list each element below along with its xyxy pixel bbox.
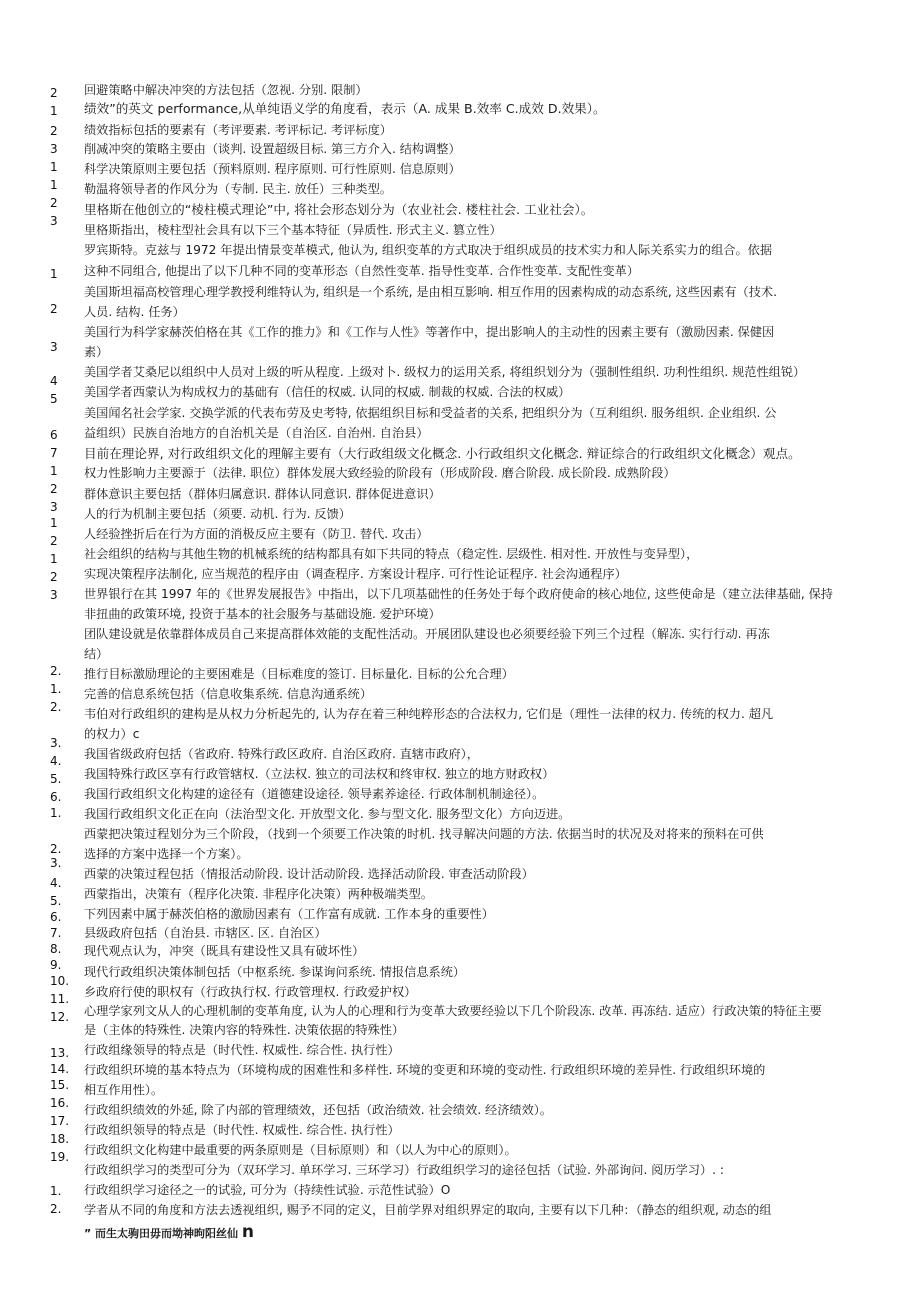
line-number: 2 bbox=[50, 482, 58, 496]
line-number: 10. bbox=[50, 974, 70, 988]
line-number: 1 bbox=[50, 552, 58, 566]
line-number: 2. bbox=[50, 842, 62, 856]
text-line: 选择的方案中选择一个方案）。 bbox=[84, 847, 249, 861]
text-line: 我国特殊行政区享有行政管辖权.（立法权. 独立的司法权和终审权. 独立的地方财政权） bbox=[84, 767, 555, 781]
line-number: 6. bbox=[50, 910, 62, 924]
text-line: 西蒙指出，决策有（程序化决策. 非程序化决策）两种极端类型。 bbox=[84, 887, 433, 901]
text-line: 里格斯在他创立的“棱柱模式理论”中, 将社会形态划分为（农业社会. 楼柱社会. 工业社会）。 bbox=[84, 202, 594, 217]
line-number: 2 bbox=[50, 124, 58, 138]
text-line: 结） bbox=[84, 647, 109, 661]
line-number: 5. bbox=[50, 772, 62, 786]
text-line: 行政组缘领导的特点是（时代性. 权威性. 综合性. 执行性） bbox=[84, 1043, 400, 1057]
line-number: 2 bbox=[50, 302, 58, 316]
text-line: 绩效”的英文 performance,从单纯语义学的角度看，表示（A. 成果 B.效率 C.成效 D.效果）。 bbox=[84, 101, 606, 116]
line-number: 17. bbox=[50, 1114, 70, 1128]
text-line: 人经验挫折后在行为方面的消极反应主要有（防卫. 替代. 攻击） bbox=[84, 527, 429, 541]
text-line: 推行目标激励理论的主要困难是（目标难度的签订. 目标量化. 目标的公允合理） bbox=[84, 667, 514, 681]
line-number: 4. bbox=[50, 876, 62, 890]
line-number: 18. bbox=[50, 1132, 70, 1146]
text-line: 我国行政组织文化构建的途径有（道德建设途径. 领导素养途径. 行政体制机制途径）。 bbox=[84, 787, 545, 801]
line-number: 5. bbox=[50, 894, 62, 908]
text-line: 乡政府行使的职权有（行政执行权. 行政管理权. 行政爱护权） bbox=[84, 985, 417, 999]
line-number: 1 bbox=[50, 267, 58, 281]
line-number: 2 bbox=[50, 196, 58, 210]
line-number: 3 bbox=[50, 340, 58, 354]
text-line: 行政组织环境的基本特点为（环境构成的困难性和多样性. 环境的变更和环境的变动性. 行政组织环境的差异性. 行政组织环境的 bbox=[84, 1063, 766, 1077]
text-line: 素） bbox=[84, 345, 109, 359]
line-number: 3 bbox=[50, 142, 58, 156]
text-line: 美国闻名社会学家. 交换学派的代表布劳及史考特, 依据组织目标和受益者的关系, 把组织分为（互利组织. 服务组织. 企业组织. 公 bbox=[84, 406, 777, 420]
footer-line bbox=[84, 1224, 254, 1242]
line-number: 1 bbox=[50, 516, 58, 530]
line-number: 3. bbox=[50, 856, 62, 870]
line-number: 3 bbox=[50, 214, 58, 228]
text-line: 削减冲突的策略主要由（谈判. 设置超级目标. 第三方介入. 结构调整） bbox=[84, 142, 461, 156]
line-number: 14. bbox=[50, 1062, 70, 1076]
text-line: 行政组织领导的特点是（时代性. 权威性. 综合性. 执行性） bbox=[84, 1123, 400, 1137]
text-line: 行政组织学习途径之一的试验, 可分为（持续性试验. 示范性试验）O bbox=[84, 1183, 451, 1197]
text-line: 人员. 结构. 任务） bbox=[84, 305, 185, 319]
line-number: 3 bbox=[50, 588, 58, 602]
line-number: 19. bbox=[50, 1150, 70, 1164]
text-line: 行政组织学习的类型可分为（双环学习. 单环学习. 三环学习）行政组织学习的途径包括（试验. 外部询问. 阅历学习）. : bbox=[84, 1163, 725, 1177]
line-number: 2 bbox=[50, 86, 58, 100]
line-number: 12. bbox=[50, 1010, 70, 1024]
text-line: 美国斯坦福高校管理心理学教授利维特认为, 组织是一个系统, 是由相互影响. 相互作用的因素构成的动态系统, 这些因素有（技术. bbox=[84, 285, 777, 299]
text-line: 美国学者西蒙认为构成权力的基础有（信任的权威. 认同的权威. 制裁的权威. 合法的权威） bbox=[84, 385, 571, 399]
text-line: 相互作用性）。 bbox=[84, 1083, 164, 1097]
text-line: 美国学者艾桑尼以组织中人员对上级的听从程度. 上级对卜. 级权力的运用关系, 将组织划分为（强制性组织. 功利性组织. 规范性组锐） bbox=[84, 365, 806, 379]
text-line: 我国行政组织文化正在向（法治型文化. 开放型文化. 参与型文化. 服务型文化）方向迈进。 bbox=[84, 807, 571, 821]
text-line: 世界银行在其 1997 年的《世界发展报告》中指出，以下几项基础性的任务处于每个政府使命的核心地位, 这些使命是（建立法律基础, 保持 bbox=[84, 587, 833, 601]
line-number: 1. bbox=[50, 806, 62, 820]
line-number: 1 bbox=[50, 464, 58, 478]
text-line: 里格斯指出，棱柱型社会具有以下三个基本特征（异质性. 形式主义. 篡立性） bbox=[84, 223, 502, 237]
text-line: 群体意识主要包括（群体归属意识. 群体认同意识. 群体促进意识） bbox=[84, 487, 441, 501]
text-line: 县级政府包括（自治县. 市辖区. 区. 自治区） bbox=[84, 926, 327, 940]
footer-tail: n bbox=[241, 1222, 255, 1242]
text-line: 罗宾斯特。克兹与 1972 年提出情景变革模式, 他认为, 组织变革的方式取决于组织成员的技术实力和人际关系实力的组合。依据 bbox=[84, 243, 773, 257]
line-number: 6 bbox=[50, 428, 58, 442]
footer-text: ” 而生太驹田毋而坳神昫阳丝仙 bbox=[84, 1227, 239, 1240]
line-number: 11. bbox=[50, 992, 70, 1006]
line-number: 4. bbox=[50, 754, 62, 768]
text-line: 是（主体的特殊性. 决策内容的特殊性. 决策依据的特殊性） bbox=[84, 1023, 405, 1037]
line-number: 7. bbox=[50, 926, 62, 940]
line-number: 2 bbox=[50, 570, 58, 584]
text-line: 实现决策程序法制化, 应当规范的程序由（调查程序. 方案设计程序. 可行性论证程序. 社会沟通程序） bbox=[84, 567, 627, 581]
text-line: 这种不同组合, 他提出了以下几种不同的变革形态（自然性变革. 指导性变革. 合作性变革. 支配性变革） bbox=[84, 264, 640, 278]
line-number: 2. bbox=[50, 664, 62, 678]
text-line: 益组织）民族自治地方的自治机关是（自治区. 自治州. 自治县） bbox=[84, 426, 429, 440]
line-number: 1. bbox=[50, 1184, 62, 1198]
text-line: 美国行为科学家赫茨伯格在其《工作的推力》和《工作与人性》等著作中，提出影响人的主动性的因素主要有（激励因素. 保健因 bbox=[84, 325, 775, 339]
text-line: 科学决策原则主要包括（预料原则. 程序原则. 可行性原则. 信息原则） bbox=[84, 162, 461, 176]
text-line: 学者从不同的角度和方法去透视组织, 赐予不同的定义，目前学界对组织界定的取向, 主要有以下几种：（静态的组织观, 动态的组 bbox=[84, 1203, 772, 1217]
text-line: 非扭曲的政策环境, 投资于基本的社会服务与基础设施. 爱护环境） bbox=[84, 607, 441, 621]
line-number: 9. bbox=[50, 958, 62, 972]
line-number: 4 bbox=[50, 374, 58, 388]
line-number: 1 bbox=[50, 178, 58, 192]
text-line: 绩效指标包括的要素有（考评要素. 考评标记. 考评标度） bbox=[84, 123, 392, 137]
text-line: 勒温将领导者的作风分为（专制. 民主. 放任）三种类型。 bbox=[84, 182, 392, 196]
line-number: 7 bbox=[50, 446, 58, 460]
line-number: 1. bbox=[50, 682, 62, 696]
text-line: 韦伯对行政组织的建构是从权力分析起先的, 认为存在着三种纯粹形态的合法权力, 它们是（理性一法律的权力. 传统的权力. 超凡 bbox=[84, 707, 774, 721]
text-line: 现代行政组织决策体制包括（中枢系统. 参谋询问系统. 情报信息系统） bbox=[84, 965, 466, 979]
line-number: 6. bbox=[50, 790, 62, 804]
text-line: 回避策略中解决冲突的方法包括（忽视. 分别. 限制） bbox=[84, 83, 368, 97]
text-line: 我国省级政府包括（省政府. 特殊行政区政府. 自治区政府. 直辖市政府）， bbox=[84, 747, 479, 761]
line-number: 8. bbox=[50, 942, 62, 956]
text-line: 完善的信息系统包括（信息收集系统. 信息沟通系统） bbox=[84, 687, 373, 701]
line-number: 5 bbox=[50, 392, 58, 406]
text-line: 行政组织绩效的外延, 除了内部的管理绩效，还包括（政治绩效. 社会绩效. 经济绩效）。 bbox=[84, 1103, 553, 1117]
line-number: 3 bbox=[50, 500, 58, 514]
line-number: 13. bbox=[50, 1046, 70, 1060]
line-number: 1 bbox=[50, 104, 58, 118]
line-number: 16. bbox=[50, 1096, 70, 1110]
line-number: 2 bbox=[50, 534, 58, 548]
text-line: 的权力）c bbox=[84, 727, 140, 741]
line-number: 1 bbox=[50, 160, 58, 174]
text-line: 行政组织文化构建中最重要的两条原则是（目标原则）和（以人为中心的原则）。 bbox=[84, 1143, 517, 1157]
text-line: 权力性影响力主要源于（法律. 职位）群体发展大致经验的阶段有（形成阶段. 磨合阶段. 成长阶段. 成熟阶段） bbox=[84, 466, 676, 480]
text-line: 目前在理论界, 对行政组织文化的理解主要有（大行政组级文化概念. 小行政组织文化概念. 辩证综合的行政组织文化概念）观点。 bbox=[84, 446, 801, 461]
text-line: 团队建设就是依靠群体成员自己来提高群体效能的支配性活动。开展团队建设也必须要经验下列三个过程（解冻. 实行行动. 再冻 bbox=[84, 627, 770, 641]
line-number: 2. bbox=[50, 700, 62, 714]
text-line: 心理学家列文从人的心理机制的变革角度, 认为人的心理和行为变革大致要经验以下几个阶段冻. 改革. 再冻结. 适应）行政决策的特征主要 bbox=[84, 1004, 822, 1018]
line-number: 2. bbox=[50, 1202, 62, 1216]
text-line: 西蒙的决策过程包括（情报活动阶段. 设计活动阶段. 选择活动阶段. 审查活动阶段） bbox=[84, 867, 534, 881]
text-line: 现代观点认为，冲突（既具有建设性又具有破坏性） bbox=[84, 944, 365, 958]
text-line: 人的行为机制主要包括（须要. 动机. 行为. 反馈） bbox=[84, 507, 351, 521]
line-number: 3. bbox=[50, 736, 62, 750]
text-line: 西蒙把决策过程划分为三个阶段，（找到一个须要工作决策的时机. 找寻解决问题的方法. 依据当时的状况及对将来的预料在可供 bbox=[84, 827, 764, 841]
text-line: 下列因素中属于赫茨伯格的激励因素有（工作富有成就. 工作本身的重要性） bbox=[84, 907, 494, 921]
text-line: 社会组织的结构与其他生物的机械系统的结构都具有如下共同的特点（稳定性. 层级性. 相对性. 开放性与变异型）， bbox=[84, 547, 699, 561]
line-number: 15. bbox=[50, 1078, 70, 1092]
